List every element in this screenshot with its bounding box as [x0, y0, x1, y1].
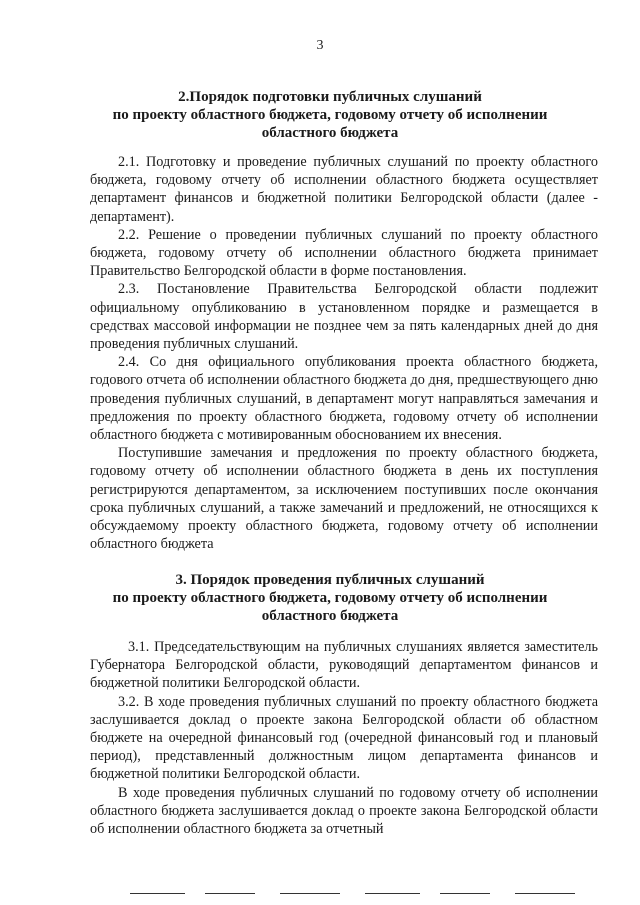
paragraph-2-2: 2.2. Решение о проведении публичных слушаний по проекту областного бюджета, годовому отчету об исполнении областного бюджета принимает Правительство Белгородской области в форме постановления. [90, 226, 598, 280]
section-3-heading-line-3: областного бюджета [261, 608, 399, 624]
section-2-heading-line-3: областного бюджета [261, 125, 399, 141]
paragraph-2-4-continued: Поступившие замечания и предложения по проекту областного бюджета, годовому отчету об исполнении областного бюджета в день их поступления регистрируются департаментом, за исключением поступивших после окончания срока публичных слушаний, а также замечаний и предложений, не относящихся к обсуждаемому проекту областного бюджета, годовому отчету об исполнении областного бюджета [90, 445, 598, 553]
scan-line [280, 893, 340, 894]
scan-line [205, 893, 255, 894]
section-3-body [90, 638, 598, 838]
section-3-heading [80, 571, 580, 625]
section-3-heading-line-2: по проекту областного бюджета, годовому отчету об исполнении [112, 590, 548, 606]
scan-line [515, 893, 575, 894]
paragraph-2-1: 2.1. Подготовку и проведение публичных слушаний по проекту областного бюджета, годовому отчету об исполнении областного бюджета осуществляет департамент финансов и бюджетной политики Белгородской области (далее - департамент). [90, 154, 598, 225]
scan-line [365, 893, 420, 894]
paragraph-2-4: 2.4. Со дня официального опубликования проекта областного бюджета, годового отчета об исполнении областного бюджета до дня, предшествующего дню проведения публичных слушаний, в департамент могут направляться замечания и предложения по проекту областного бюджета, годовому отчету об исполнении областного бюджета с мотивированным обоснованием их внесения. [90, 354, 598, 444]
scan-line [440, 893, 490, 894]
paragraph-2-3: 2.3. Постановление Правительства Белгородской области подлежит официальному опубликованию в установленном порядке и размещается в средствах массовой информации не позднее чем за пять календарных дней до дня проведения публичных слушаний. [90, 281, 598, 353]
paragraph-3-2: 3.2. В ходе проведения публичных слушаний по проекту областного бюджета заслушивается доклад о проекте закона Белгородской области об областном бюджете на очередной финансовый год (очередной финансовый год и плановый период), представленный должностным лицом департамента финансов и бюджетной политики Белгородской области. [90, 693, 598, 783]
section-2-heading [80, 88, 580, 142]
paragraph-3-1: 3.1. Председательствующим на публичных слушаниях является заместитель Губернатора Белгородской области, руководящий департаментом финансов и бюджетной политики Белгородской области. [90, 639, 598, 692]
section-2-heading-line-2: по проекту областного бюджета, годовому отчету об исполнении [112, 107, 548, 123]
scan-line [130, 893, 185, 894]
section-2-heading-line-1: 2.Порядок подготовки публичных слушаний [178, 89, 482, 105]
footer-scan-lines [130, 893, 590, 897]
section-3-heading-line-1: 3. Порядок проведения публичных слушаний [175, 572, 485, 588]
page-number: 3 [316, 38, 324, 53]
paragraph-3-2-continued: В ходе проведения публичных слушаний по годовому отчету об исполнении областного бюджета заслушивается доклад о проекте закона Белгородской области об исполнении областного бюджета за отчетный [90, 784, 598, 838]
section-2-body [90, 153, 598, 553]
